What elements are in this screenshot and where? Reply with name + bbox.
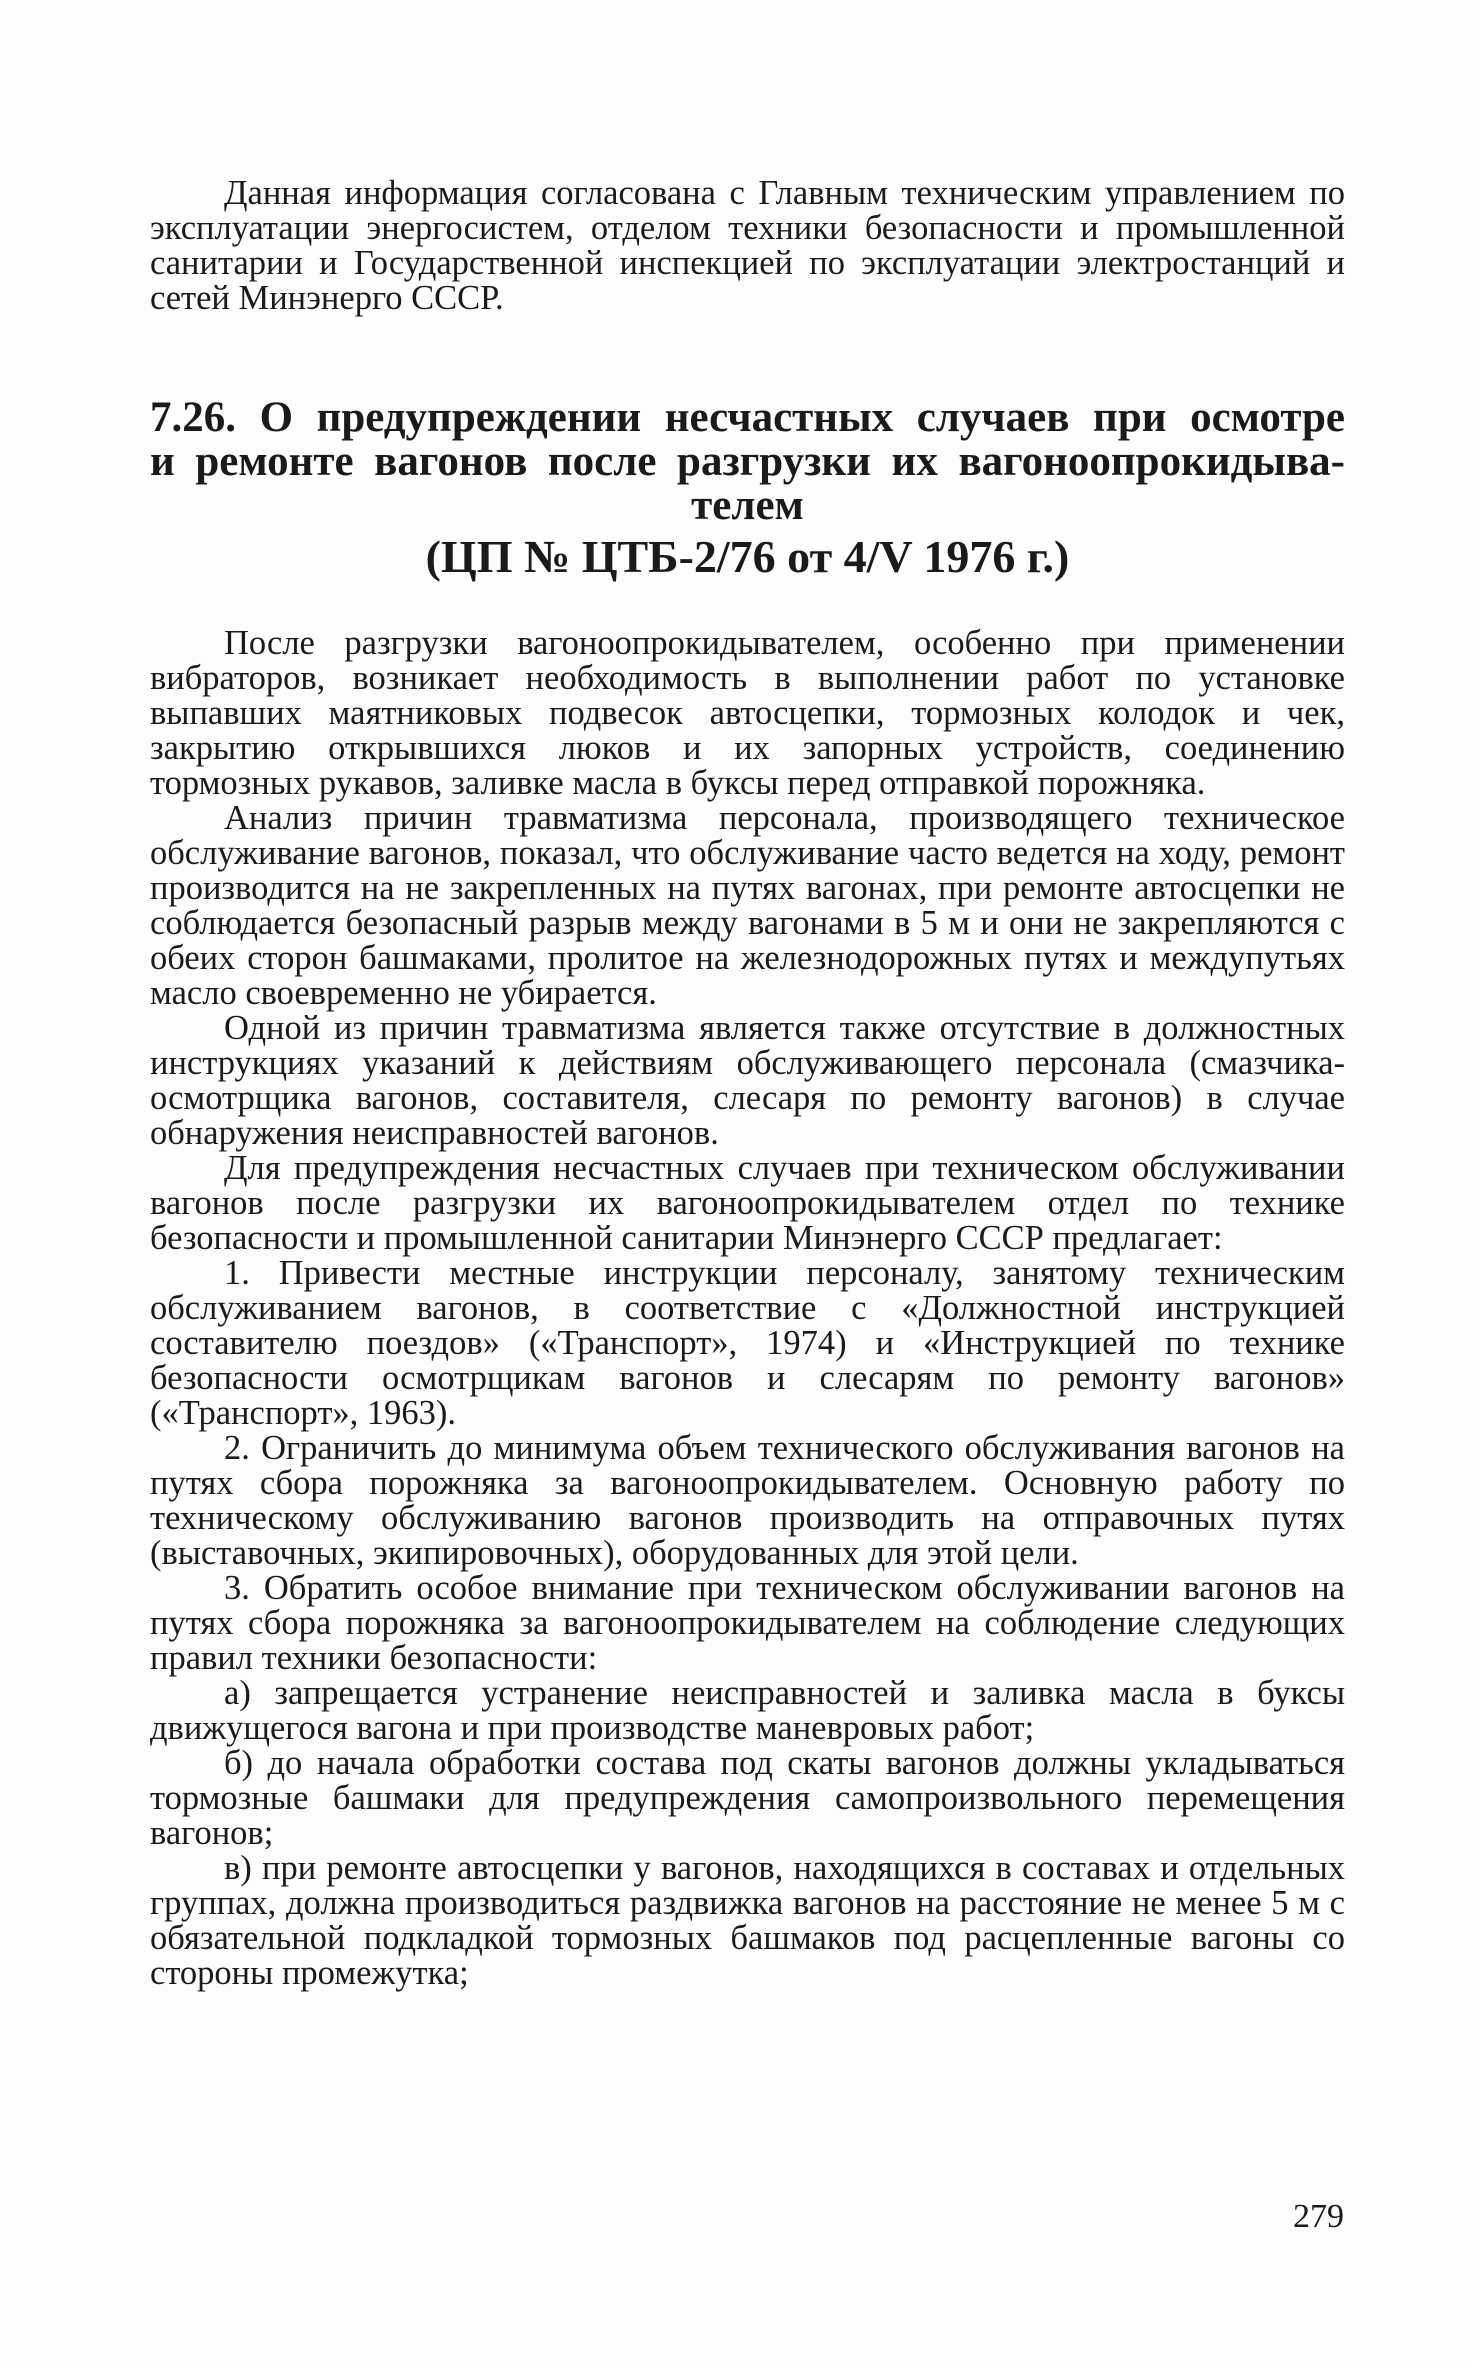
body-paragraph: Для предупреждения несчастных случаев при техническом обслуживании вагонов после разгрузки их вагоноопрокидывателем отдел по технике безопасности и промышленной санитарии Минэнерго СССР предлагает: [150, 1149, 1345, 1257]
heading-line-2: и ремонте вагонов после разгрузки их вагоноопрокидыва- [150, 438, 1345, 485]
list-subitem: а) запрещается устранение неисправностей и заливка масла в буксы движущегося вагона и при производстве маневровых работ; [150, 1674, 1345, 1747]
heading-line-1: 7.26. О предупреждении несчастных случаев при осмотре [150, 394, 1345, 441]
page-number: 279 [1293, 2198, 1344, 2235]
heading-subtitle: (ЦП № ЦТБ-2/76 от 4/V 1976 г.) [425, 531, 1070, 582]
page-content [150, 176, 1345, 1991]
list-subitem: в) при ремонте автосцепки у вагонов, находящихся в составах и отдельных группах, должна производиться раздвижка вагонов на расстояние не менее 5 м с обязательной подкладкой тормозных башмаков под расцепленные вагоны со стороны промежутка; [150, 1849, 1345, 1992]
list-item: 2. Ограничить до минимума объем технического обслуживания вагонов на путях сбора порожняка за вагоноопрокидывателем. Основную работу по техническому обслуживанию вагонов производить на отправочных путях (выставочных, экипировочных), оборудованных для этой цели. [150, 1429, 1345, 1572]
body-paragraph: Одной из причин травматизма является также отсутствие в должностных инструкциях указаний к действиям обслуживающего персонала (смазчика-осмотрщика вагонов, составителя, слесаря по ремонту вагонов) в случае обнаружения неисправностей вагонов. [150, 1009, 1345, 1152]
body-paragraph: Анализ причин травматизма персонала, производящего техническое обслуживание вагонов, показал, что обслуживание часто ведется на ходу, ремонт производится на не закрепленных на путях вагонах, при ремонте автосцепки не соблюдается безопасный разрыв между вагонами в 5 м и они не закрепляются с обеих сторон башмаками, пролитое на железнодорожных путях и междупутьях масло своевременно не убирается. [150, 799, 1345, 1012]
list-item: 3. Обратить особое внимание при техническом обслуживании вагонов на путях сбора порожняка за вагоноопрокидывателем на соблюдение следующих правил техники безопасности: [150, 1569, 1345, 1677]
intro-paragraph: Данная информация согласована с Главным техническим управлением по эксплуатации энергосистем, отделом техники безопасности и промышленной санитарии и Государственной инспекцией по эксплуатации электростанций и сетей Минэнерго СССР. [150, 174, 1345, 317]
list-item: 1. Привести местные инструкции персоналу, занятому техническим обслуживанием вагонов, в соответствие с «Должностной инструкцией составителю поездов» («Транспорт», 1974) и «Инструкцией по технике безопасности осмотрщикам вагонов и слесарям по ремонту вагонов» («Транспорт», 1963). [150, 1254, 1345, 1432]
body-paragraph: После разгрузки вагоноопрокидывателем, особенно при применении вибраторов, возникает необходимость в выполнении работ по установке выпавших маятниковых подвесок автосцепки, тормозных колодок и чек, закрытию открывшихся люков и их запорных устройств, соединению тормозных рукавов, заливке масла в буксы перед отправкой порожняка. [150, 624, 1345, 802]
list-subitem: б) до начала обработки состава под скаты вагонов должны укладываться тормозные башмаки для предупреждения самопроизвольного перемещения вагонов; [150, 1744, 1345, 1852]
section-heading [150, 396, 1345, 582]
heading-line-3: телем [691, 482, 804, 529]
